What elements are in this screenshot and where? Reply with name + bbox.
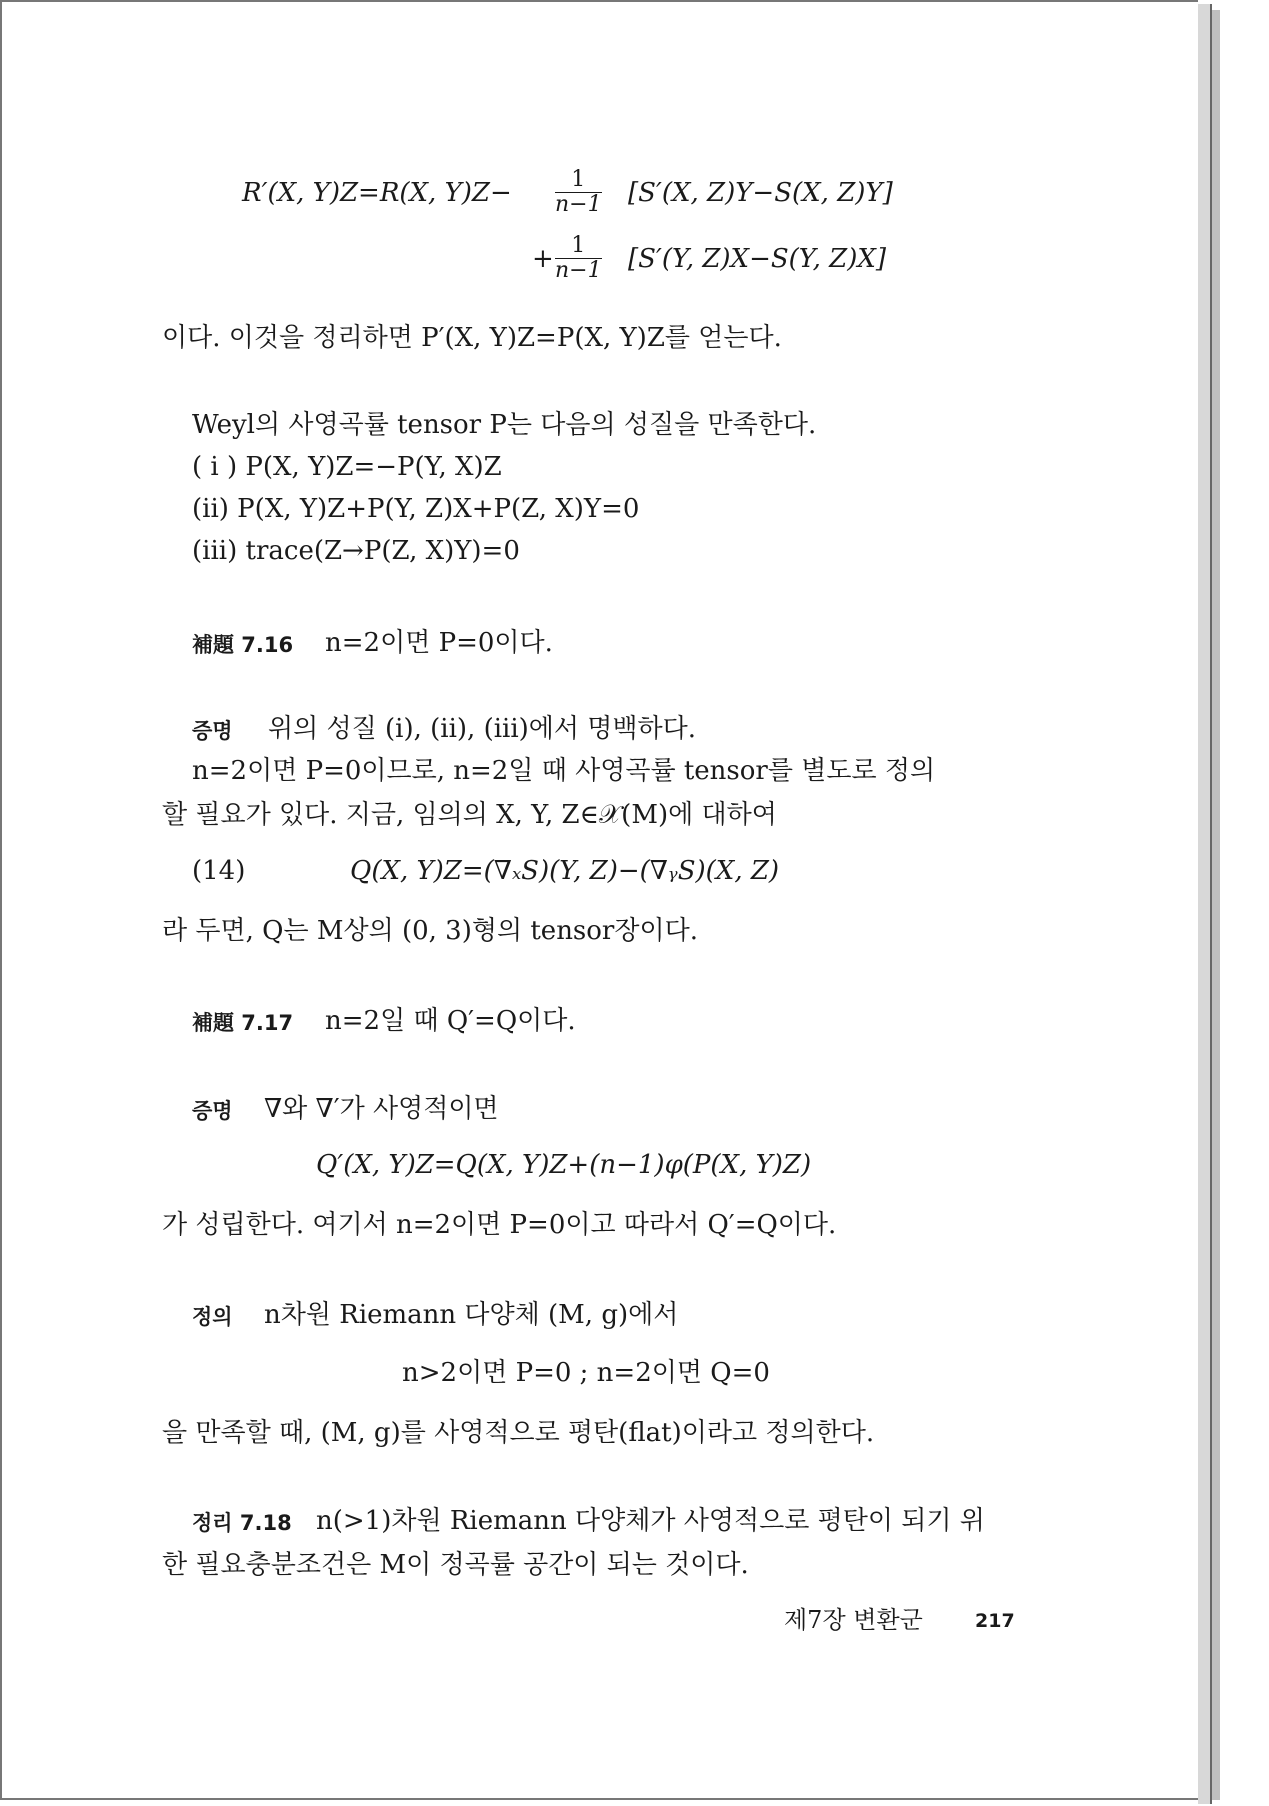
eq-top-fraction-2	[555, 234, 602, 283]
weyl-property-3: (iii) trace(Z→P(Z, X)Y)=0	[192, 536, 520, 566]
equation-14: Q(X, Y)Z=(∇ₓS)(Y, Z)−(∇ᵧS)(X, Z)	[350, 856, 780, 886]
equation-14-number: (14)	[192, 856, 246, 886]
eq-top-line1-lhs: R′(X, Y)Z=R(X, Y)Z−	[242, 178, 512, 208]
paragraph-1: 이다. 이것을 정리하면 P′(X, Y)Z=P(X, Y)Z를 얻는다.	[162, 323, 782, 353]
proof-1-label: 증명	[192, 719, 233, 743]
paragraph-5: 을 만족할 때, (M, g)를 사영적으로 평탄(flat)이라고 정의한다.	[162, 1418, 875, 1448]
eq-top-line2-plus: +	[532, 244, 554, 274]
weyl-intro: Weyl의 사영곡률 tensor P는 다음의 성질을 만족한다.	[192, 410, 817, 440]
fraction-numerator: 1	[555, 168, 602, 193]
theorem-7-18-label: 정리 7.18	[192, 1511, 292, 1535]
proof-2-label: 증명	[192, 1099, 233, 1123]
weyl-property-2: (ii) P(X, Y)Z+P(Y, Z)X+P(Z, X)Y=0	[192, 494, 640, 524]
page-edge	[1198, 4, 1212, 1804]
paragraph-2-line-2: 할 필요가 있다. 지금, 임의의 X, Y, Z∈𝒳(M)에 대하여	[162, 800, 777, 830]
paragraph-4: 가 성립한다. 여기서 n=2이면 P=0이고 따라서 Q′=Q이다.	[162, 1210, 837, 1240]
page-number: 217	[975, 1610, 1015, 1632]
fraction-denominator: n−1	[555, 192, 602, 217]
definition-text: n차원 Riemann 다양체 (M, g)에서	[264, 1300, 679, 1330]
eq-top-line2-rest: [S′(Y, Z)X−S(Y, Z)X]	[628, 244, 887, 274]
fraction-numerator: 1	[555, 234, 602, 259]
weyl-property-1: ( i ) P(X, Y)Z=−P(Y, X)Z	[192, 452, 502, 482]
theorem-7-18-line-2: 한 필요충분조건은 M이 정곡률 공간이 되는 것이다.	[162, 1550, 749, 1580]
equation-q-transform: Q′(X, Y)Z=Q(X, Y)Z+(n−1)φ(P(X, Y)Z)	[316, 1150, 812, 1180]
definition-label: 정의	[192, 1305, 233, 1329]
fraction-denominator: n−1	[555, 258, 602, 283]
lemma-7-17-text: n=2일 때 Q′=Q이다.	[325, 1006, 576, 1036]
paragraph-3: 라 두면, Q는 M상의 (0, 3)형의 tensor장이다.	[162, 916, 698, 946]
equation-definition: n>2이면 P=0 ; n=2이면 Q=0	[402, 1358, 770, 1388]
page-edge-shadow	[1212, 10, 1220, 1800]
proof-2-text: ∇와 ∇′가 사영적이면	[264, 1094, 499, 1124]
lemma-7-17-label: 補題 7.17	[192, 1011, 294, 1035]
lemma-7-16-label: 補題 7.16	[192, 633, 294, 657]
proof-1-text: 위의 성질 (i), (ii), (iii)에서 명백하다.	[268, 714, 697, 744]
paragraph-2-line-1: n=2이면 P=0이므로, n=2일 때 사영곡률 tensor를 별도로 정의	[192, 756, 936, 786]
eq-top-line1-rest: [S′(X, Z)Y−S(X, Z)Y]	[628, 178, 893, 208]
eq-top-fraction-1	[555, 168, 602, 217]
footer-chapter: 제7장 변환군	[784, 1606, 923, 1634]
lemma-7-16-text: n=2이면 P=0이다.	[325, 628, 553, 658]
theorem-7-18-line-1: n(>1)차원 Riemann 다양체가 사영적으로 평탄이 되기 위	[316, 1506, 985, 1536]
